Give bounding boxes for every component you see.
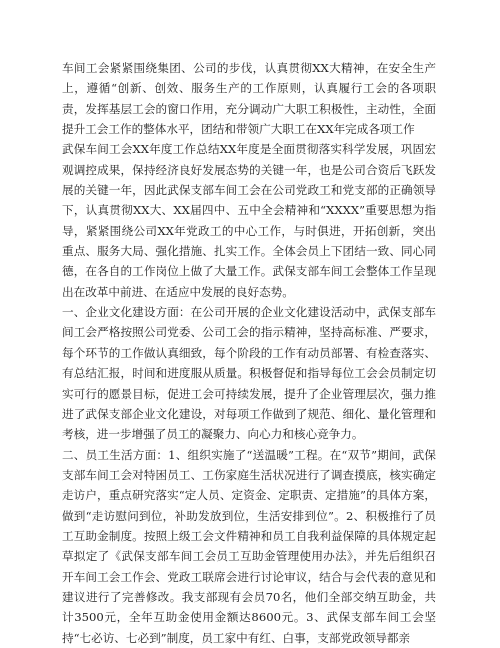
paragraph-corporate-culture: 一、企业文化建设方面：在公司开展的企业文化建设活动中，武保支部车间工会严格按照公司党委、公司工会的指示精神，坚持高标准、严要求，每个环节的工作做认真细致，每个阶段的工作有动员部署、有检查落实、有总结汇报，时间和进度服从质量。积极督促和指导每位工会会员制定切实可行的愿景目标，促进工会可持续发展，提升了企业管理层次，强力推进了武保支部企业文化建设，对每项工作做到了规范、细化、量化管理和考核，进一步增强了员工的凝聚力、向心力和核心竞争力。	[62, 305, 436, 442]
paragraph-employee-life: 二、员工生活方面：1、组织实施了“送温暖”工程。在“双节”期间，武保支部车间工会对特困员工、工伤家庭生活状况进行了调查摸底，核实确定走访户，重点研究落实“定人员、定资金、定职责、定措施”的具体方案，做到“走访慰问到位，补助发放到位，生活安排到位”。2、积极推行了员工互助金制度。按照上级工会文件精神和员工自我利益保障的具体规定起草拟定了《武保支部车间工会员工互助金管理使用办法》，并先后组织召开车间工会工作会、党政工联席会进行讨论审议，结合与会代表的意见和建议进行了完善修改。我支部现有会员70名，他们全部交纳互助金，共计3500元，全年互助金使用金额达8600元。3、武保支部车间工会坚持“七必访、七必到”制度，员工家中有红、白事，支部党政领导都亲	[62, 447, 436, 645]
document-body	[62, 58, 436, 648]
paragraph-intro: 车间工会紧紧围绕集团、公司的步伐，认真贯彻XX大精神，在安全生产上，遵循“创新、创效、服务生产的工作原则，认真履行工会的各项职责，发挥基层工会的窗口作用，充分调动广大职工积极性，主动性，全面提升工会工作的整体水平，团结和带领广大职工在XX年完成各项工作	[62, 61, 436, 137]
paragraph-annual-summary: 武保车间工会XX年度工作总结XX年度是全面贯彻落实科学发展，巩固宏观调控成果，保持经济良好发展态势的关键一年，也是公司合资后飞跃发展的关键一年，因此武保支部车间工会在公司党政工和党支部的正确领导下，认真贯彻XX大、XX届四中、五中全会精神和“XXXX”重要思想为指导，紧紧围绕公司XX年党政工的中心工作，与时俱进，开拓创新，突出重点、服务大局、强化措施、扎实工作。全体会员上下团结一致、同心同德，在各自的工作岗位上做了大量工作。武保支部车间工会整体工作呈现出在改革中前进、在适应中发展的良好态势。	[62, 142, 436, 299]
